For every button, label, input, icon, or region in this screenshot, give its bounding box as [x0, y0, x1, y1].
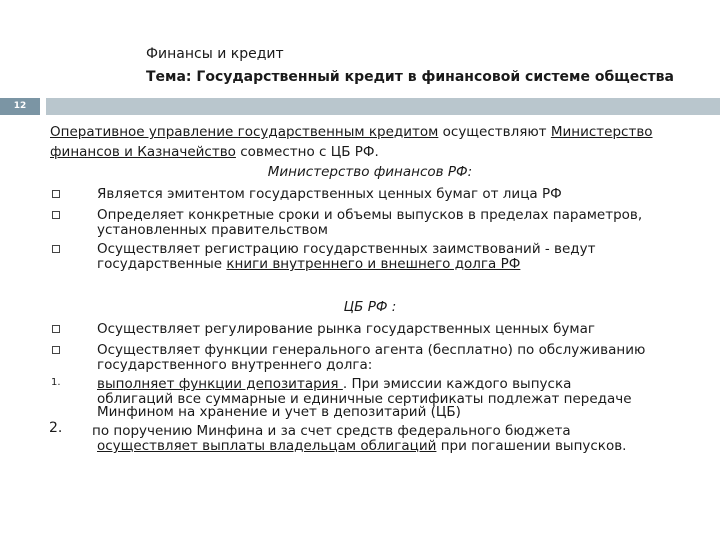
debt-books-text: книги внутреннего и внешнего долга РФ	[226, 256, 521, 272]
cb-heading: ЦБ РФ :	[343, 299, 397, 315]
intro-text-end: совместно с ЦБ РФ.	[235, 144, 379, 160]
intro-emphasis: Оперативное управление государственным кредитом	[50, 124, 439, 140]
slide-header	[146, 44, 674, 88]
slide-number: 12	[0, 98, 40, 115]
minfin-heading: Министерство финансов РФ:	[267, 164, 473, 180]
checkbox-bullet-icon	[52, 325, 60, 333]
slide-topic: Тема: Государственный кредит в финансовой системе общества	[146, 69, 674, 85]
intro-ministries: Министерство финансов и Казначейство	[50, 124, 653, 160]
list-item: Является эмитентом государственных ценных бумаг от лица РФ	[50, 185, 690, 203]
list-item: Осуществляет регулирование рынка государственных ценных бумаг	[50, 320, 690, 338]
numbered-item: 1. выполняет функции депозитария . При эмиссии каждого выпуска облигаций все суммарные и единичные сертификаты подлежат передаче Минфином на хранение и учет в депозитарий (ЦБ)	[51, 376, 632, 420]
slide-bar-stripe	[46, 98, 720, 115]
list-item: Определяет конкретные сроки и объемы выпусков в пределах параметров, установленных правительством	[50, 206, 690, 237]
list-item: Осуществляет регистрацию государственных заимствований - ведут государственные книги внутреннего и внешнего долга РФ	[50, 240, 690, 271]
numbered-item: 2. по поручению Минфина и за счет средств федерального бюджета осуществляет выплаты владельцам облигаций при погашении выпусков.	[49, 420, 627, 454]
list-item: Осуществляет функции генерального агента (бесплатно) по обслуживанию государственного внутреннего долга:	[50, 341, 690, 372]
intro-paragraph	[50, 122, 690, 162]
checkbox-bullet-icon	[52, 346, 60, 354]
payments-text: осуществляет выплаты владельцам облигаций	[97, 438, 437, 454]
checkbox-bullet-icon	[52, 245, 60, 253]
course-subject: Финансы и кредит	[146, 46, 284, 62]
slide-bar	[0, 98, 720, 115]
item-number: 2.	[49, 420, 63, 436]
item-number: 1.	[51, 377, 61, 388]
depositary-text: выполняет функции депозитария	[97, 376, 343, 392]
intro-text: осуществляют	[438, 124, 551, 140]
checkbox-bullet-icon	[52, 190, 60, 198]
slide-content	[50, 122, 690, 453]
checkbox-bullet-icon	[52, 211, 60, 219]
